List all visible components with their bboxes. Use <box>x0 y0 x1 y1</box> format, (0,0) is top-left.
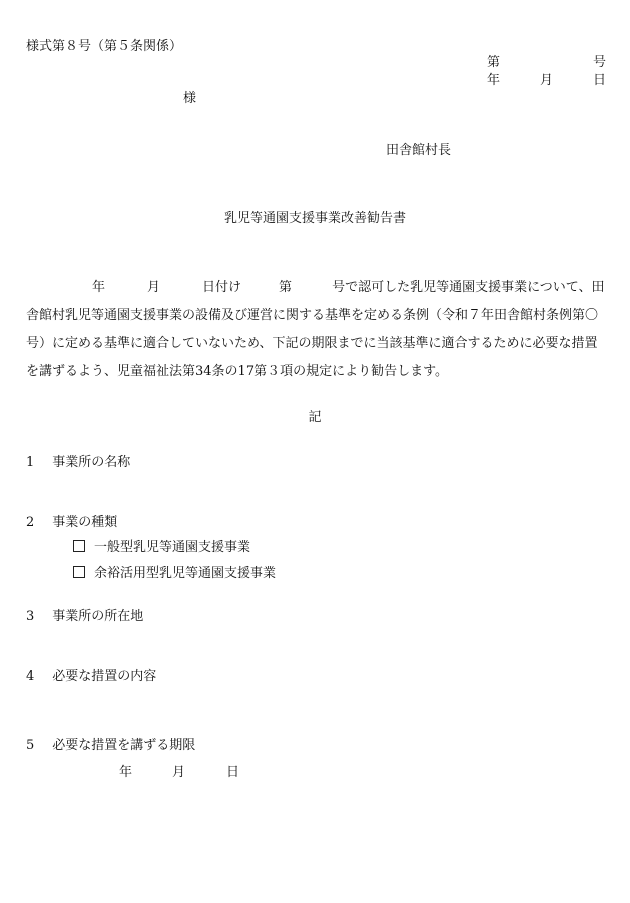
item-number: 5 <box>26 738 35 753</box>
item-3 <box>26 609 143 625</box>
checkbox-icon[interactable] <box>73 540 85 552</box>
date-year: 年 <box>487 73 501 88</box>
item-2 <box>26 515 117 531</box>
body-year: 年 <box>92 280 106 295</box>
item-5 <box>26 738 195 754</box>
document-title: 乳児等通園支援事業改善勧告書 <box>223 211 406 226</box>
item-label: 必要な措置の内容 <box>52 669 157 684</box>
item-label: 必要な措置を講ずる期限 <box>52 738 196 753</box>
addressee-suffix: 様 <box>183 91 197 106</box>
body-month: 月 <box>147 280 161 295</box>
deadline-day: 日 <box>226 765 240 780</box>
body-line-3: 号）に定める基準に適合していないため、下記の期限までに当該基準に適合するために必要な措置 <box>26 336 598 351</box>
item-number: 1 <box>26 455 35 470</box>
date-day: 日 <box>593 73 607 88</box>
body-no-prefix: 第 <box>279 280 293 295</box>
item-number: 4 <box>26 669 35 684</box>
body-line-1-rest: 号で認可した乳児等通園支援事業について、田 <box>332 280 605 295</box>
deadline-year: 年 <box>119 765 133 780</box>
form-id: 様式第８号（第５条関係） <box>26 39 183 54</box>
body-line-4: を講ずるよう、児童福祉法第34条の17第３項の規定により勧告します。 <box>26 364 449 379</box>
item-label: 事業の種類 <box>52 515 118 530</box>
date-month: 月 <box>540 73 554 88</box>
item-1 <box>26 455 130 471</box>
item-label: 事業所の名称 <box>52 455 131 470</box>
sender: 田舎館村長 <box>386 143 452 158</box>
deadline-month: 月 <box>172 765 186 780</box>
option-general[interactable] <box>73 540 250 556</box>
ki-heading: 記 <box>308 410 322 425</box>
doc-number-prefix: 第 <box>487 55 501 70</box>
body-paragraph <box>26 274 606 386</box>
checkbox-icon[interactable] <box>73 566 85 578</box>
option-label: 一般型乳児等通園支援事業 <box>94 540 251 555</box>
body-line-1 <box>26 274 606 302</box>
item-label: 事業所の所在地 <box>52 609 144 624</box>
body-day: 日付け <box>202 280 242 295</box>
item-4 <box>26 669 156 685</box>
item-number: 3 <box>26 609 35 624</box>
option-label: 余裕活用型乳児等通園支援事業 <box>94 566 277 581</box>
body-line-2: 舎館村乳児等通園支援事業の設備及び運営に関する基準を定める条例（令和７年田舎館村条例第〇 <box>26 308 599 323</box>
doc-number-suffix: 号 <box>593 55 607 70</box>
item-number: 2 <box>26 515 35 530</box>
option-surplus[interactable] <box>73 566 276 582</box>
